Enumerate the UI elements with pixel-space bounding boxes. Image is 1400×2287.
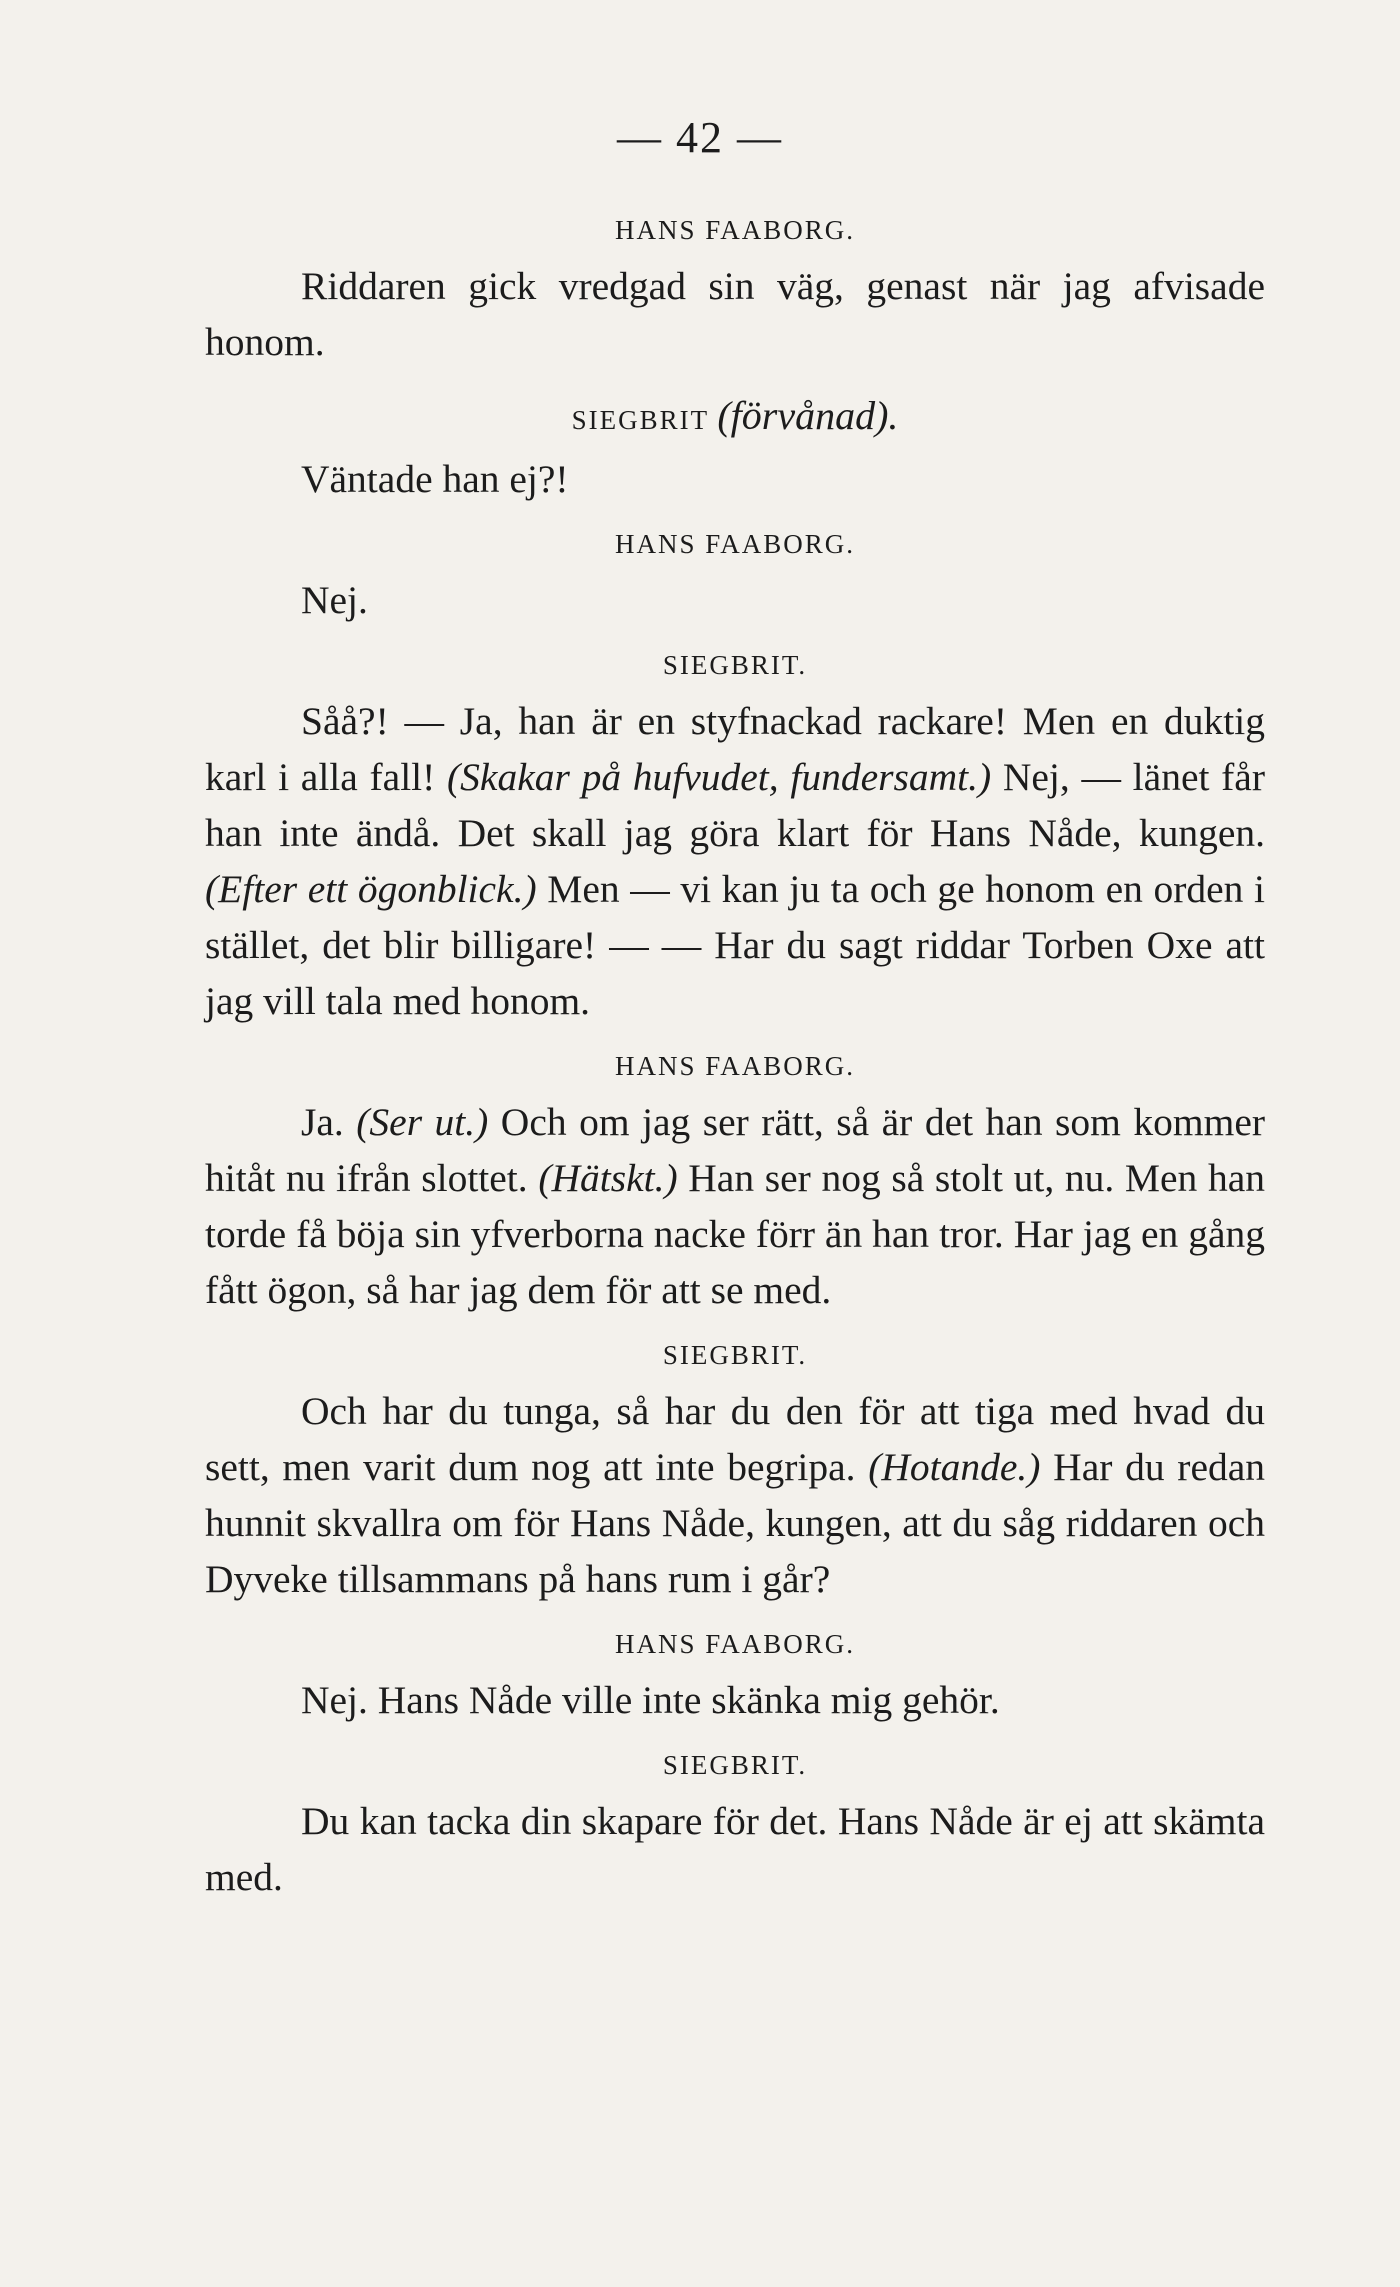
- speaker-name: HANS FAABORG.: [614, 529, 856, 559]
- stage-direction: (Skakar på hufvudet, fundersamt.): [447, 755, 992, 799]
- speaker-name: SIEGBRIT.: [662, 1340, 808, 1370]
- stage-direction: (Efter ett ögonblick.): [205, 867, 537, 911]
- speech-paragraph: Du kan tacka din skapare för det. Hans Nåde är ej att skämta med.: [205, 1799, 1265, 1899]
- stage-direction: (Hotande.): [868, 1445, 1041, 1489]
- speech-paragraph: Nej. Hans Nåde ville inte skänka mig gehör.: [301, 1678, 1000, 1722]
- speaker-name: HANS FAABORG.: [614, 1051, 856, 1081]
- speaker-name: HANS FAABORG.: [614, 1629, 856, 1659]
- speaker-name: SIEGBRIT (förvånad).: [571, 393, 899, 438]
- stage-direction: (Hätskt.): [538, 1156, 678, 1200]
- speech-paragraph: Nej.: [301, 578, 368, 622]
- stage-direction: (Ser ut.): [356, 1100, 489, 1144]
- speech-paragraph: Ja. (Ser ut.) Och om jag ser rätt, så är det han som kommer hitåt nu ifrån slottet. (Hätskt.) Han ser nog så stolt ut, nu. Men han torde få böja sin yfverborna nacke förr än han tror. Har jag en gång fått ögon, så har jag dem för att se med.: [205, 1100, 1266, 1312]
- speech-paragraph: Och har du tunga, så har du den för att tiga med hvad du sett, men varit dum nog att inte begripa. (Hotande.) Har du redan hunnit skvallra om för Hans Nåde, kungen, att du såg riddaren och Dyveke tillsammans på hans rum i går?: [205, 1389, 1266, 1601]
- dialogue-text: [205, 215, 1265, 1905]
- speech-paragraph: Riddaren gick vredgad sin väg, genast när jag afvisade honom.: [205, 264, 1265, 364]
- speaker-name: HANS FAABORG.: [614, 215, 856, 245]
- speaker-name: SIEGBRIT.: [662, 650, 808, 680]
- speech-paragraph: Väntade han ej?!: [301, 457, 569, 501]
- speech-paragraph: Såå?! — Ja, han är en styfnackad rackare! Men en duktig karl i alla fall! (Skakar på hufvudet, fundersamt.) Nej, — länet får han inte ändå. Det skall jag göra klart för Hans Nåde, kungen. (Efter ett ögonblick.) Men — vi kan ju ta och ge honom en orden i stället, det blir billigare! — — Har du sagt riddar Torben Oxe att jag vill tala med honom.: [205, 699, 1265, 1023]
- page-number: — 42 —: [617, 113, 783, 162]
- stage-direction: (förvånad).: [717, 393, 899, 438]
- speaker-name: SIEGBRIT.: [662, 1750, 808, 1780]
